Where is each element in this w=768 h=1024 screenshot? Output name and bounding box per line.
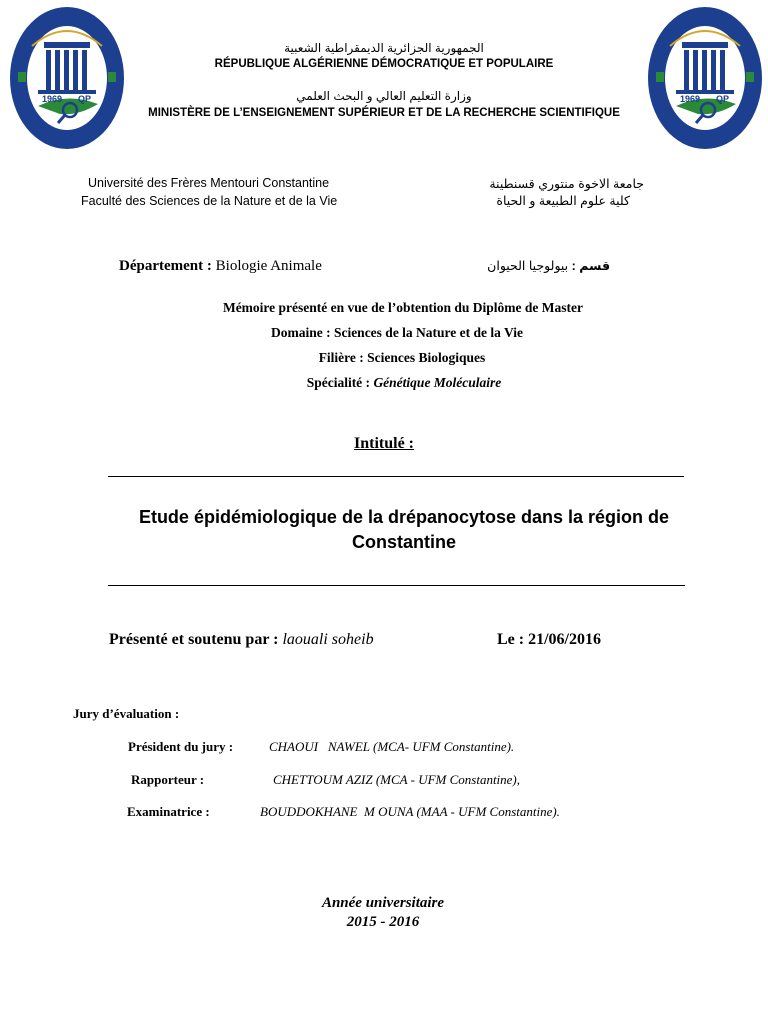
logo-initials-right: QP (716, 94, 730, 104)
academic-year-value: 2015 - 2016 (346, 914, 420, 930)
department-fr (119, 258, 322, 275)
specialite-value: Génétique Moléculaire (373, 375, 502, 390)
intitule-heading: Intitulé : (354, 435, 414, 452)
presenter-name: laouali soheib (282, 631, 374, 648)
university-logo-left (8, 6, 126, 150)
thesis-title-line2: Constantine (351, 532, 456, 552)
department-value-ar: بيولوجيا الحيوان (487, 259, 569, 273)
header-arabic-ministry: وزارة التعليم العالي و البحث العلمي (296, 89, 472, 103)
department-value-fr: Biologie Animale (215, 258, 322, 274)
jury-name-examinatrice: BOUDDOKHANE M OUNA (MAA - UFM Constantine). (260, 804, 560, 819)
logo-initials-left: QP (78, 94, 92, 104)
logo-year-left: 1969 (42, 94, 63, 104)
faculty-name-ar: كلية علوم الطبيعة و الحياة (496, 194, 630, 208)
university-logo-right (646, 6, 764, 150)
department-label-fr: Département : (119, 258, 212, 274)
defense-date: Le : 21/06/2016 (497, 631, 601, 648)
university-name-ar: جامعة الاخوة منتوري قسنطينة (489, 177, 644, 191)
filiere-line: Filière : Sciences Biologiques (318, 350, 486, 365)
jury-name-president: CHAOUI NAWEL (MCA- UFM Constantine). (269, 739, 515, 754)
specialite-label: Spécialité : (306, 375, 371, 390)
domaine-line: Domaine : Sciences de la Nature et de la Vie (270, 325, 524, 340)
jury-role-president: Président du jury : (128, 739, 234, 754)
title-rule-bottom (108, 585, 685, 586)
jury-role-examinatrice: Examinatrice : (127, 804, 210, 819)
faculty-name-fr: Faculté des Sciences de la Nature et de la Vie (81, 194, 338, 208)
specialite-line (0, 375, 768, 391)
academic-year-label: Année universitaire (321, 895, 445, 911)
memoire-line: Mémoire présenté en vue de l’obtention du Diplôme de Master (222, 300, 584, 315)
department-ar (440, 258, 610, 273)
department-label-ar: قسم : (571, 259, 610, 273)
jury-role-rapporteur: Rapporteur : (131, 772, 205, 787)
title-rule-top (108, 476, 684, 477)
jury-name-rapporteur: CHETTOUM AZIZ (MCA - UFM Constantine), (273, 772, 521, 787)
presented-label: Présenté et soutenu par : (109, 631, 279, 648)
jury-heading: Jury d’évaluation : (73, 706, 180, 721)
presented-by (109, 631, 374, 649)
header-ministry: MINISTÈRE DE L’ENSEIGNEMENT SUPÉRIEUR ET DE LA RECHERCHE SCIENTIFIQUE (148, 107, 620, 119)
thesis-title-line1: Etude épidémiologique de la drépanocytose dans la région de (138, 507, 670, 527)
logo-year-right: 1969 (680, 94, 701, 104)
university-name-fr: Université des Frères Mentouri Constantine (88, 176, 330, 190)
header-republic: RÉPUBLIQUE ALGÉRIENNE DÉMOCRATIQUE ET POPULAIRE (214, 58, 554, 70)
header-arabic-republic: الجمهورية الجزائرية الديمقراطية الشعبية (284, 41, 484, 55)
